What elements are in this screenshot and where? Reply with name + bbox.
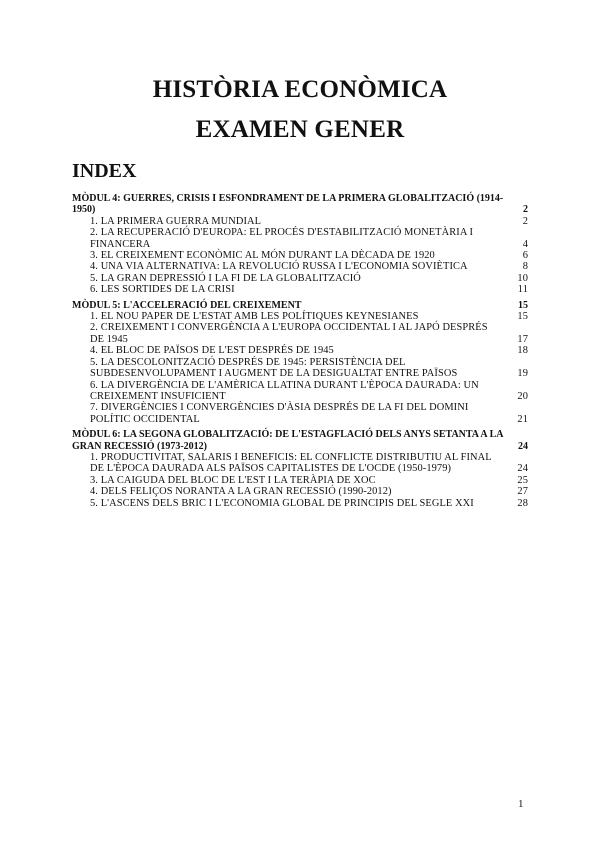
toc-section-entry[interactable] — [72, 250, 528, 261]
toc-entry-title: 4. EL BLOC DE PAÏSOS DE L'EST DESPRÉS DE 1945 — [90, 345, 334, 357]
toc-entry-title: 3. LA CAIGUDA DEL BLOC DE L'EST I LA TERÀPIA DE XOC — [90, 474, 376, 486]
toc-entry-title: 5. L'ASCENS DELS BRIC I L'ECONOMIA GLOBAL DE PRINCIPIS DEL SEGLE XXI — [90, 497, 474, 509]
toc-entry-title: MÒDUL 4: GUERRES, CRISIS I ESFONDRAMENT DE LA PRIMERA GLOBALITZACIÓ (1914-1950) — [72, 193, 504, 216]
toc-entry-page: 17 — [517, 333, 528, 345]
toc-entry-page: 2 — [523, 204, 528, 216]
toc-section-entry[interactable] — [72, 261, 528, 272]
toc-entry-title: 5. LA DESCOLONITZACIÓ DESPRÉS DE 1945: PERSISTÈNCIA DEL SUBDESENVOLUPAMENT I AUGMENT DE LA DESIGUALTAT ENTRE PAÏSOS — [90, 356, 458, 380]
toc-section-entry[interactable] — [72, 273, 528, 284]
toc-section-entry[interactable] — [72, 498, 528, 509]
page-number: 1 — [518, 798, 524, 810]
toc-entry-page: 2 — [522, 215, 528, 227]
toc-entry-page: 18 — [517, 345, 528, 357]
toc-entry-title: 2. LA RECUPERACIÓ D'EUROPA: EL PROCÉS D'ESTABILITZACIÓ MONETÀRIA I FINANCERA — [90, 227, 474, 250]
toc-entry-page: 25 — [517, 474, 528, 486]
toc-entry-page: 8 — [522, 261, 528, 273]
toc-entry-title: 4. DELS FELIÇOS NORANTA A LA GRAN RECESSIÓ (1990-2012) — [90, 486, 392, 498]
toc-entry-title: MÒDUL 6: LA SEGONA GLOBALITZACIÓ: DE L'ESTAGFLACIÓ DELS ANYS SETANTA A LA GRAN RECESSIÓ (1973-2012) — [72, 429, 503, 452]
toc-entry-title: 3. EL CREIXEMENT ECONÒMIC AL MÓN DURANT LA DÈCADA DE 1920 — [90, 250, 435, 262]
toc-section-entry[interactable] — [72, 216, 528, 227]
toc-entry-page: 4 — [522, 238, 528, 250]
toc-section-entry[interactable] — [72, 227, 528, 250]
table-of-contents — [72, 193, 528, 509]
toc-section-entry[interactable] — [72, 402, 528, 425]
toc-module-entry[interactable] — [72, 300, 528, 311]
toc-entry-title: 2. CREIXEMENT I CONVERGÈNCIA A L'EUROPA OCCIDENTAL I AL JAPÓ DESPRÉS DE 1945 — [90, 322, 488, 345]
toc-entry-page: 21 — [517, 413, 528, 425]
toc-entry-page: 24 — [517, 463, 528, 475]
toc-module-entry[interactable] — [72, 429, 528, 452]
toc-entry-page: 19 — [517, 368, 528, 380]
toc-entry-page: 27 — [517, 486, 528, 498]
toc-entry-title: 4. UNA VIA ALTERNATIVA: LA REVOLUCIÓ RUSSA I L'ECONOMIA SOVIÈTICA — [90, 261, 468, 273]
index-heading: INDEX — [72, 160, 137, 182]
toc-entry-page: 20 — [517, 390, 528, 402]
toc-section-entry[interactable] — [72, 284, 528, 295]
toc-section-entry[interactable] — [72, 486, 528, 497]
toc-entry-page: 10 — [517, 272, 528, 284]
toc-section-entry[interactable] — [72, 345, 528, 356]
toc-entry-page: 11 — [517, 284, 528, 296]
toc-section-entry[interactable] — [72, 380, 528, 403]
toc-section-entry[interactable] — [72, 475, 528, 486]
document-title: HISTÒRIA ECONÒMICA — [152, 76, 448, 103]
toc-section-entry[interactable] — [72, 357, 528, 380]
toc-module-entry[interactable] — [72, 193, 528, 216]
document-subtitle: EXAMEN GENER — [195, 116, 405, 143]
toc-entry-title: 1. EL NOU PAPER DE L'ESTAT AMB LES POLÍTIQUES KEYNESIANES — [90, 311, 419, 323]
toc-section-entry[interactable] — [72, 311, 528, 322]
toc-section-entry[interactable] — [72, 452, 528, 475]
toc-entry-page: 15 — [517, 311, 528, 323]
toc-entry-title: 1. LA PRIMERA GUERRA MUNDIAL — [90, 215, 262, 227]
toc-entry-title: 5. LA GRAN DEPRESSIÓ I LA FI DE LA GLOBALITZACIÓ — [90, 272, 361, 284]
toc-entry-title: 1. PRODUCTIVITAT, SALARIS I BENEFICIS: EL CONFLICTE DISTRIBUTIU AL FINAL DE L'ÈPOCA DAURADA ALS PAÏSOS CAPITALISTES DE L'OCDE (1950-1979) — [90, 451, 492, 475]
toc-entry-title: 6. LES SORTIDES DE LA CRISI — [90, 284, 235, 296]
toc-entry-page: 15 — [518, 299, 528, 311]
toc-entry-title: MÒDUL 5: L'ACCELERACIÓ DEL CREIXEMENT — [72, 299, 302, 311]
toc-entry-title: 7. DIVERGÈNCIES I CONVERGÈNCIES D'ÀSIA DESPRÉS DE LA FI DEL DOMINI POLÍTIC OCCIDENTAL — [90, 402, 469, 425]
toc-entry-page: 6 — [522, 250, 528, 262]
toc-entry-title: 6. LA DIVERGÈNCIA DE L'AMÈRICA LLATINA DURANT L'ÈPOCA DAURADA: UN CREIXEMENT INSUFICIENT — [90, 379, 479, 402]
toc-entry-page: 24 — [518, 440, 528, 452]
toc-entry-page: 28 — [517, 497, 528, 509]
toc-section-entry[interactable] — [72, 322, 528, 345]
